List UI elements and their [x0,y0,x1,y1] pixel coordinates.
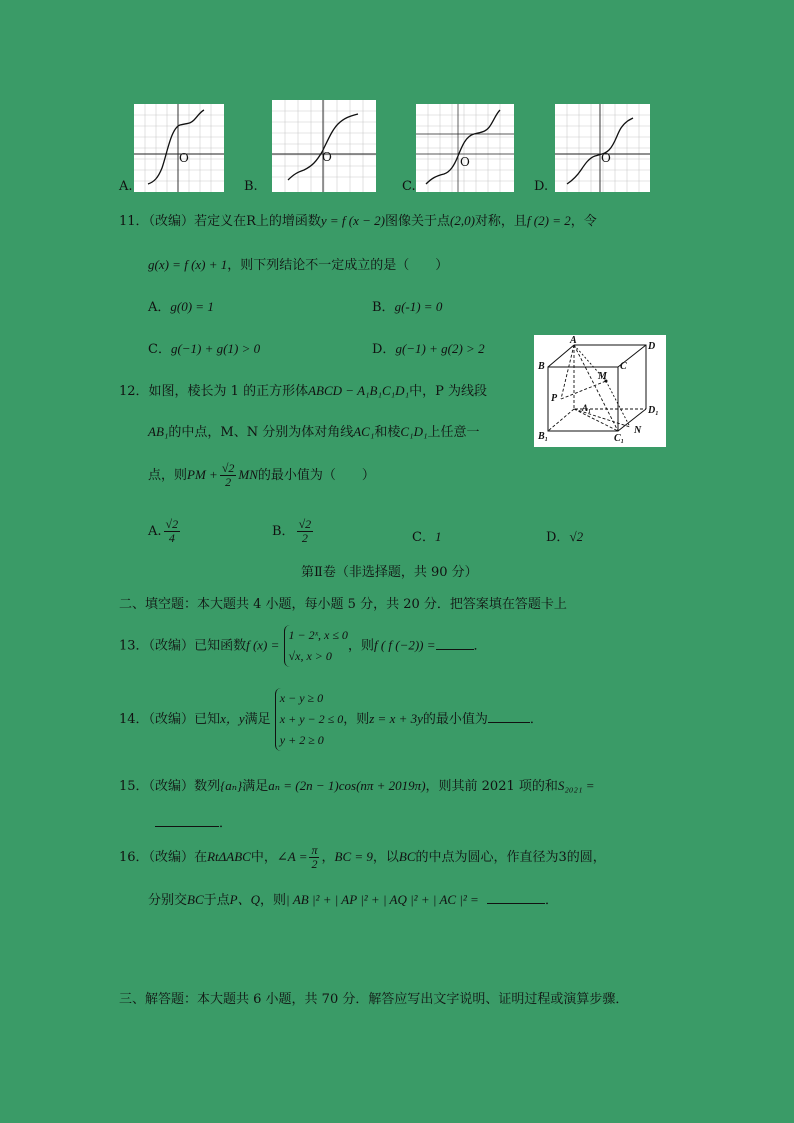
q16-bc3: BC [187,892,204,907]
q12-option-c-label: C． [412,530,435,545]
graph-b [272,100,376,192]
q11-option-c-label: C． [148,342,171,357]
q16-ang-den: 2 [311,857,318,871]
q13-case2: √x, x > 0 [288,649,332,663]
option-letter-c: C. [402,179,416,194]
graph-b-svg [272,100,376,192]
q15-sum: S₂₀₂₁ = [557,778,595,793]
q13-tag: （改编） [148,638,195,654]
q12-edge: C₁D₁ [400,424,428,439]
option-letter-b: B. [244,179,258,194]
q15-formula: aₙ = (2n − 1)cos(nπ + 2019π) [268,778,426,793]
q12-cube-figure [534,335,666,447]
q14 [119,688,543,751]
q11-expr1: y = f (x − 2) [320,213,385,228]
q12-s2: 中，P 为线段 [409,384,487,399]
q16-bc: BC = 9 [334,849,373,864]
graph-c-origin: O [460,155,470,169]
q12-seg: AB₁ [148,424,169,439]
q16-expr: | AB |² + | AP |² + | AQ |² + | AC |² = [286,892,479,907]
graph-c-svg [416,104,514,192]
section2-heading: 二、填空题：本大题共 4 小题，每小题 5 分，共 20 分．把答案填在答题卡上 [119,597,567,612]
q13-cases [284,625,348,667]
cube-label-b: B [538,361,545,372]
graph-a-origin: O [179,151,189,165]
q13-fx: f (x) = [246,637,280,653]
q12-option-c [412,526,441,545]
q12-s5: 上任意一 [427,425,480,440]
q12-option-c-text: 1 [434,529,442,544]
q12-s7: 的最小值为（ ） [257,468,375,483]
cube-label-p: P [551,393,558,404]
q12-line2 [148,421,480,440]
q13-end: ． [473,638,487,654]
q16-s1: 在 [194,850,208,865]
q16-line1 [119,844,606,871]
cube-label-b1: B₁ [538,431,549,442]
q12-diag: AC₁ [353,424,375,439]
q14-vars: x，y [220,711,245,726]
graph-c [416,104,514,192]
cube-label-m: M [598,371,607,382]
q16-line2 [148,889,558,908]
q16-s3: ， [321,850,335,865]
q11-stem-b: 图像关于点 [384,214,450,229]
q16-s6: 分别交 [148,893,188,908]
q14-c3: y + 2 ≥ 0 [279,733,324,747]
q16-s2: 中， [250,850,277,865]
cube-label-n: N [634,425,642,436]
cube-label-d: D [648,341,656,352]
q15-s3: ，则其前 2021 项的和 [425,779,558,794]
q12-option-d-label: D． [546,530,570,545]
q13-s2: ，则 [347,638,374,654]
q14-answer-blank[interactable] [488,710,530,723]
q12-frac [220,462,237,489]
q11-stem-e: ，则下列结论不一定成立的是（ ） [227,258,449,273]
cube-label-d1: D₁ [648,405,659,416]
q12-number: 12． [119,384,149,399]
q12-frac-num: √2 [221,461,235,475]
q12-s6: 点，则 [148,468,188,483]
q11-option-b-label: B． [372,300,395,315]
q14-tag: （改编） [148,712,195,727]
q11-cond: f (2) = 2 [526,213,571,228]
q12-s3: 的中点，M、N 分别为体对角线 [168,425,354,440]
q12-expr-a: PM + [187,467,218,482]
q12-s4: 和棱 [374,425,401,440]
cube-label-c1: C₁ [614,433,625,444]
q15-s2: 满足 [242,779,269,794]
q11-line1 [119,210,597,229]
q14-c1: x − y ≥ 0 [279,691,324,705]
q11-stem-a: 若定义在R上的增函数 [194,214,321,229]
graph-d [555,104,650,192]
q16-angle-frac [309,844,319,871]
option-letter-d: D. [534,179,549,194]
q16-answer-blank[interactable] [487,891,545,904]
cube-label-c: C [620,361,627,372]
q12-option-a-den: 4 [168,531,175,545]
q11-option-d [372,338,485,357]
q11-gdef: g(x) = f (x) + 1 [148,257,228,272]
graph-d-svg [555,104,650,192]
q12-option-a-num: √2 [165,517,179,531]
q15-number: 15． [119,779,149,794]
q14-s1: 已知 [194,712,221,727]
q12-option-d [546,526,583,545]
part2-title: 第Ⅱ卷（非选择题，共 90 分） [301,565,478,580]
cube-svg [534,335,666,447]
q15-line1 [119,775,595,794]
cube-label-a1: A₁ [582,403,592,413]
q12-expr-b: MN [238,467,258,482]
q14-z: z = x + 3y [369,711,423,726]
option-letter-a: A. [119,179,133,194]
q16-angle: ∠A = [276,849,308,864]
q15-end: ． [219,816,233,831]
q12-line3 [148,462,375,489]
q11-line2 [148,254,448,273]
q16-bc2: BC [398,849,416,864]
q11-option-a-text: g(0) = 1 [170,299,214,314]
q13-case1: 1 − 2ˣ, x ≤ 0 [288,628,348,642]
q13-ask: f ( f (−2)) = [373,637,436,653]
q11-stem-c: 对称，且 [474,214,527,229]
q12-option-b [272,518,315,545]
q11-option-b-text: g(-1) = 0 [394,299,443,314]
q15-s1: 数列 [194,779,221,794]
q12-option-b-frac [297,518,314,545]
q12-option-d-text: √2 [569,529,584,544]
q13 [119,625,487,667]
graph-b-origin: O [322,150,332,164]
q13-number: 13． [119,638,149,654]
q14-s3: ，则 [343,712,370,727]
q16-number: 16． [119,850,149,865]
section3-heading: 三、解答题：本大题共 6 小题，共 70 分．解答应写出文字说明、证明过程或演算步骤． [119,992,629,1007]
q14-s4: 的最小值为 [422,712,488,727]
q11-stem-d: ，令 [570,214,597,229]
graph-a-svg [134,104,224,192]
q11-option-d-label: D． [372,342,396,357]
q15-tag: （改编） [148,779,195,794]
q11-tag: （改编） [148,214,195,229]
q12-option-a-frac [164,518,181,545]
q16-s8: ，则 [260,893,287,908]
graph-a [134,104,224,192]
q15-answer-blank[interactable] [155,814,219,827]
q14-number: 14． [119,712,149,727]
graph-d-origin: O [601,151,611,165]
q12-cube: ABCD − A₁B₁C₁D₁ [308,383,410,398]
q12-s1: 如图，棱长为 1 的正方形体 [148,384,309,399]
q13-answer-blank[interactable] [436,637,474,650]
q16-s7: 于点 [203,893,230,908]
q14-end: ． [529,712,543,727]
q11-option-a-label: A． [148,300,171,315]
q16-end: ． [544,893,558,908]
q11-option-c-text: g(−1) + g(1) > 0 [170,341,261,356]
q14-c2: x + y − 2 ≤ 0 [279,712,344,726]
q12-option-b-den: 2 [301,531,308,545]
q12-frac-den: 2 [225,475,232,489]
q12-option-a [148,518,182,545]
q14-constraints [275,688,343,751]
q16-s5: 的中点为圆心，作直径为3的圆， [415,850,606,865]
q13-s1: 已知函数 [194,638,247,654]
q12-option-b-label: B． [272,524,295,539]
q11-point: (2,0) [449,213,475,228]
q14-s2: 满足 [244,712,271,727]
q11-option-d-text: g(−1) + g(2) > 2 [395,341,485,356]
q12-line1 [119,380,487,399]
q11-number: 11． [119,214,149,229]
q12-option-a-label: A. [148,524,162,539]
q11-option-a [148,296,214,315]
cube-label-a: A [570,335,577,346]
q15-line2 [155,812,232,831]
q12-option-b-num: √2 [298,517,312,531]
q16-s4: ，以 [372,850,399,865]
q16-tri: RtΔABC [207,849,251,864]
q11-option-b [372,296,442,315]
q16-tag: （改编） [148,850,195,865]
q11-option-c [148,338,260,357]
q16-ang-num: π [311,843,318,857]
q15-seq: {aₙ} [220,778,243,793]
q16-pq: P、Q [229,892,260,907]
